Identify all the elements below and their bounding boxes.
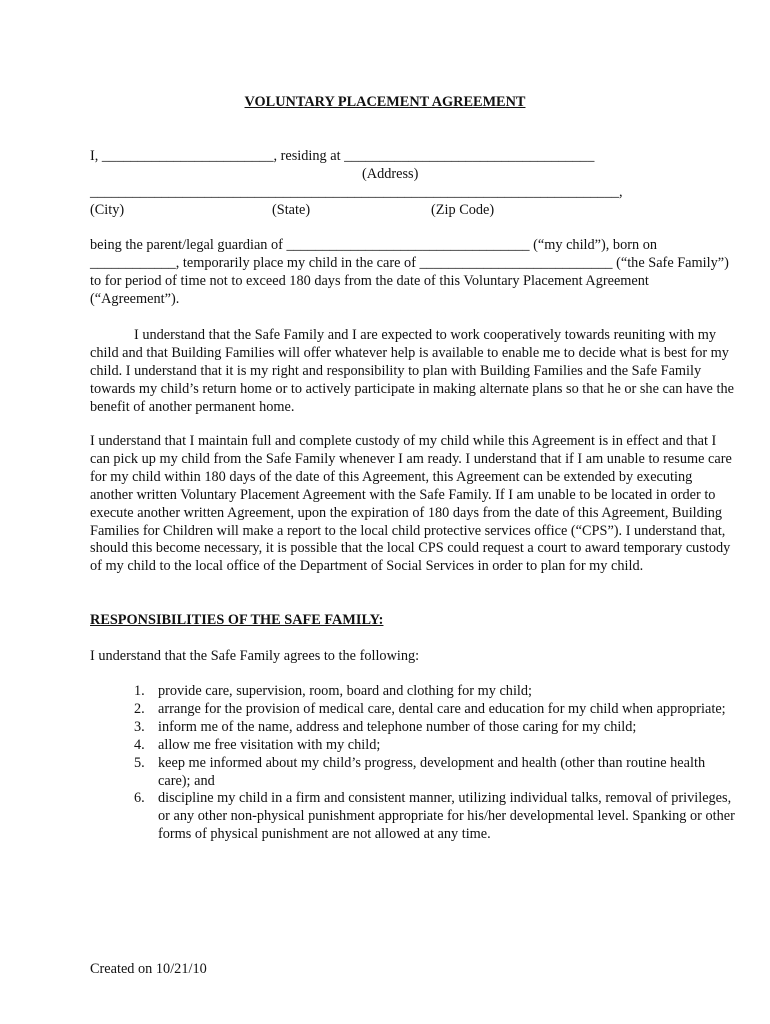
name-address-line: I, ________________________, residing at ___________________________________: [90, 148, 595, 164]
custody-paragraph: I understand that I maintain full and complete custody of my child while this Agreement is in effect and that I can pick up my child from the Safe Family whenever I am ready. I understand that if I am unable to resume care for my child within 180 days of the date of this Agreement, this Agreement can be extended by executing another written Voluntary Placement Agreement with the Safe Family. If I am unable to be located in order to execute another written Agreement, upon the expiration of 180 days from the date of this Agreement, Building Families for Children will make a report to the local child protective services office (“CPS”). I understand that, should this become necessary, it is possible that the local CPS could request a court to award temporary custody of my child to the local office of the Department of Social Services in order to plan for my child.: [90, 433, 732, 575]
zip-code-label: (Zip Code): [431, 202, 495, 218]
responsibilities-intro: I understand that the Safe Family agrees to the following:: [90, 648, 420, 664]
address-label: (Address): [362, 166, 419, 182]
responsibilities-list: [90, 683, 738, 844]
list-item-text: arrange for the provision of medical care, dental care and education for my child when appropriate;: [158, 700, 726, 717]
document-title: VOLUNTARY PLACEMENT AGREEMENT: [244, 94, 526, 110]
list-item: [90, 737, 738, 755]
list-item-text: keep me informed about my child’s progress, development and health (other than routine health care); and: [158, 754, 706, 789]
list-item-text: provide care, supervision, room, board and clothing for my child;: [158, 683, 533, 699]
list-item: [90, 755, 738, 791]
list-item-text: inform me of the name, address and telephone number of those caring for my child;: [158, 718, 637, 735]
cooperation-paragraph: I understand that the Safe Family and I are expected to work cooperatively towards reuniting with my child and that Building Families will offer whatever help is available to enable me to decide what is best for my child. I understand that it is my right and responsibility to plan with Building Families and the Safe Family towards my child’s return home or to actively participate in making alternate plans so that he or she can have the benefit of another permanent home.: [90, 327, 734, 415]
list-item-number: 4.: [134, 736, 145, 753]
list-item-number: 2.: [134, 700, 145, 717]
list-item: [90, 790, 738, 844]
list-item: [90, 683, 738, 701]
guardian-paragraph: being the parent/legal guardian of __________________________________ (“my child”), born on ____________, temporarily place my child in the care of ___________________________ (“the Safe Family”) to for period of time not to exceed 180 days from the date of this Voluntary Placement Agreement (“Agreement”).: [90, 237, 729, 307]
list-item-number: 3.: [134, 718, 145, 735]
state-label: (State): [272, 202, 311, 218]
created-date-footer: Created on 10/21/10: [90, 961, 207, 977]
list-item-text: discipline my child in a firm and consistent manner, utilizing individual talks, removal of privileges, or any other non-physical punishment appropriate for his/her developmental level. Spanking or other forms of physical punishment are not allowed at any time.: [158, 790, 735, 843]
city-state-zip-line: __________________________________________________________________________,: [90, 184, 623, 200]
list-item-number: 1.: [134, 683, 145, 699]
city-label: (City): [90, 202, 125, 218]
list-item: [90, 719, 738, 737]
list-item: [90, 701, 738, 719]
list-item-number: 5.: [134, 754, 145, 771]
list-item-number: 6.: [134, 790, 145, 807]
list-item-text: allow me free visitation with my child;: [158, 736, 381, 753]
responsibilities-heading: RESPONSIBILITIES OF THE SAFE FAMILY:: [90, 612, 384, 628]
